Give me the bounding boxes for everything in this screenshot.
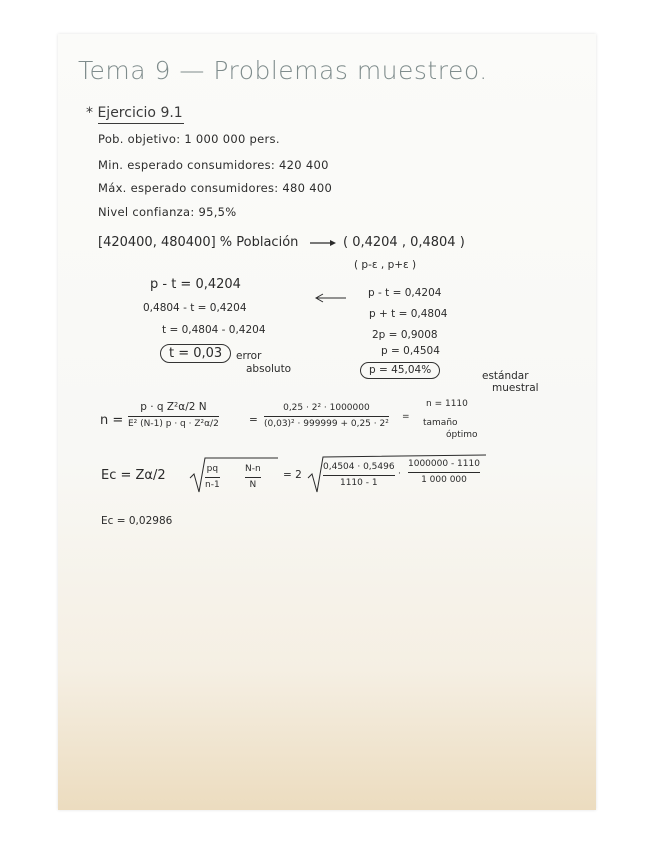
left-step-2: 0,4804 - t = 0,4204 bbox=[143, 302, 247, 314]
equals-sign: = bbox=[249, 414, 258, 426]
sample-size-label-line2: óptimo bbox=[446, 430, 478, 440]
sample-size-lhs: n = bbox=[100, 413, 124, 428]
error-result-box: t = 0,03 bbox=[160, 344, 231, 363]
substituted-denominator: (0,03)² · 999999 + 0,25 · 2² bbox=[264, 419, 389, 429]
fraction-bar bbox=[408, 472, 480, 473]
ec-lhs: Ec = Zα/2 bbox=[101, 468, 166, 483]
formula-numerator: p · q Z²α/2 N bbox=[140, 401, 207, 413]
right-step-1: p - t = 0,4204 bbox=[368, 287, 442, 299]
ec-fraction-finite bbox=[245, 465, 261, 490]
fraction-bar bbox=[323, 475, 395, 476]
ec-substituted-finite bbox=[408, 460, 480, 485]
interval-proportions: ( 0,4204 , 0,4804 ) bbox=[343, 235, 465, 250]
sample-size-label-line1: tamaño bbox=[423, 418, 458, 428]
substituted-pq-numerator: 0,4504 · 0,5496 bbox=[323, 462, 395, 472]
right-step-3: 2p = 0,9008 bbox=[372, 329, 438, 341]
interval-population: [420400, 480400] % Población bbox=[98, 235, 299, 250]
bullet-asterisk: * bbox=[86, 105, 93, 121]
substituted-numerator: 0,25 · 2² · 1000000 bbox=[283, 403, 370, 413]
substituted-pq-denominator: 1110 - 1 bbox=[339, 478, 378, 488]
estimate-result-box: p = 45,04% bbox=[360, 362, 440, 379]
sqrt-symbol-icon bbox=[190, 458, 278, 492]
estimate-label-line2: muestral bbox=[492, 382, 539, 394]
ec-fraction-pq bbox=[205, 465, 220, 490]
given-confidence: Nivel confianza: 95,5% bbox=[98, 205, 237, 219]
pq-denominator: n-1 bbox=[205, 480, 220, 490]
finite-numerator: N-n bbox=[245, 464, 261, 474]
ec-result: Ec = 0,02986 bbox=[101, 515, 173, 527]
finite-denominator: N bbox=[249, 480, 257, 490]
error-label-line1: error bbox=[236, 350, 262, 362]
pq-numerator: pq bbox=[206, 464, 219, 474]
right-step-4: p = 0,4504 bbox=[381, 345, 440, 357]
given-max-consumers: Máx. esperado consumidores: 480 400 bbox=[98, 181, 333, 195]
multiply-dot: · bbox=[398, 469, 401, 479]
page-title: Tema 9 — Problemas muestreo. bbox=[78, 56, 488, 85]
estimate-label-line1: estándar bbox=[482, 370, 529, 382]
given-min-consumers: Min. esperado consumidores: 420 400 bbox=[98, 158, 329, 172]
error-label-line2: absoluto bbox=[246, 363, 292, 375]
formula-denominator: E² (N-1) p · q · Z²α/2 bbox=[128, 418, 219, 429]
interval-symbolic: ( p-ε , p+ε ) bbox=[354, 259, 417, 271]
substituted-finite-numerator: 1000000 - 1110 bbox=[408, 459, 480, 469]
left-step-3: t = 0,4804 - 0,4204 bbox=[162, 324, 266, 336]
left-step-1: p - t = 0,4204 bbox=[150, 277, 241, 292]
ec-equals-two: = 2 bbox=[283, 469, 302, 481]
given-population: Pob. objetivo: 1 000 000 pers. bbox=[98, 132, 280, 146]
fraction-bar bbox=[245, 477, 261, 478]
exercise-label: Ejercicio 9.1 bbox=[97, 105, 183, 121]
substituted-finite-denominator: 1 000 000 bbox=[421, 475, 467, 485]
sample-size-result: n = 1110 bbox=[426, 399, 468, 409]
right-step-2: p + t = 0,4804 bbox=[369, 308, 448, 320]
fraction-bar bbox=[205, 477, 220, 478]
ec-substituted-pq bbox=[323, 463, 395, 488]
equals-sign: = bbox=[402, 412, 410, 422]
